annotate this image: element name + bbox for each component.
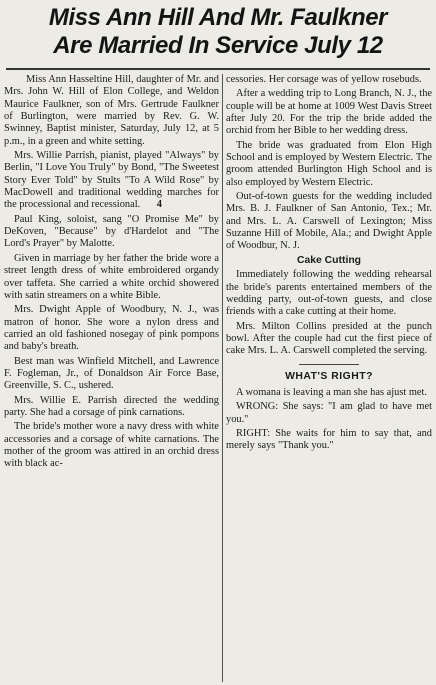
headline-rule [6,68,430,70]
section-rule [299,364,359,365]
paragraph-guests: Out-of-town guests for the wedding included Mrs. B. J. Faulkner of San Antonio, Tex.; Mr. and Mrs. L. A. Carswell of Lexington; Miss Suzanne Hill of Mobile, Ala.; and Dwight Apple of Woodbur, N. J. [226,191,432,252]
whats-right-right: RIGHT: She waits for him to say that, and merely says "Thank you." [226,427,432,452]
paragraph-matron: Mrs. Dwight Apple of Woodbury, N. J., was matron of honor. She wore a nylon dress and carried an old fashioned nosegay of pink pompons and baby's breath. [4,304,219,353]
music-text: Mrs. Willie Parrish, pianist, played "Always" by Berlin, "I Love You Truly" by Bond, "The Sweetest Story Ever Told" by Stults "To A Wild Rose" by MacDowell and traditional wedding marches for the processional and recessional. [4,150,219,211]
article-headline [0,4,436,60]
paragraph-rehearsal: Immediately following the wedding rehearsal the bride's parents entertained members of the wedding party, out-of-town guests, and close friends with a cake cutting at their home. [226,269,432,318]
whats-right-title: WHAT'S RIGHT? [285,370,373,382]
column-divider [222,74,223,682]
paragraph-announcement: Miss Ann Hasseltine Hill, daughter of Mr. and Mrs. John W. Hill of Elon College, and Weldon Maurice Faulkner, son of Mrs. Gertrude Faulkner of Burlington, were married by Rev. G. W. Swinney, Baptist minister, Saturday, July 12, at 5 p.m., in a green and white setting. [4,74,219,147]
paragraph-punch-bowl: Mrs. Milton Collins presided at the punch bowl. After the couple had cut the first piece of cake Mrs. L. A. Carswell completed the serving. [226,320,432,357]
paragraph-continued: cessories. Her corsage was of yellow rosebuds. [226,74,422,85]
left-column [4,74,219,473]
margin-marker: 4 [156,199,162,211]
paragraph-mothers: The bride's mother wore a navy dress with white accessories and a corsage of white carnations. The mother of the groom was attired in an orchid dress with black ac- [4,421,219,470]
headline-line-2: Are Married In Service July 12 [53,32,383,59]
paragraph-bride-dress: Given in marriage by her father the bride wore a street length dress of white embroidered organdy over taffeta. She carried a white orchid showered with satin streamers on a white Bible. [4,252,219,301]
headline-line-1: Miss Ann Hill And Mr. Faulkner [48,4,388,31]
right-column [226,74,432,455]
paragraph-education: The bride was graduated from Elon High School and is employed by Western Electric. The groom attended Burlington High School and is also employed by Western Electric. [226,139,432,188]
paragraph-best-man: Best man was Winfield Mitchell, and Lawrence F. Fogleman, Jr., of Donaldson Air Force Base, Greenville, S. C., ushered. [4,355,219,392]
paragraph-music [4,150,219,212]
paragraph-trip: After a wedding trip to Long Branch, N. J., the couple will be at home at 1009 West Davis Street after July 20. For the trip the bride added the orchid from her Bible to her wedding dress. [226,88,432,137]
subhead-cake-cutting: Cake Cutting [296,254,362,266]
whats-right-question: A womana is leaving a man she has ajust met. [236,386,428,398]
paragraph-soloist: Paul King, soloist, sang "O Promise Me" by DeKoven, "Because" by d'Hardelot and "The Lord's Prayer" by Malotte. [4,213,219,250]
whats-right-wrong: WRONG: She says: "I am glad to have met you." [226,401,432,425]
paragraph-director: Mrs. Willie E. Parrish directed the wedding party. She had a corsage of pink carnations. [4,394,219,418]
